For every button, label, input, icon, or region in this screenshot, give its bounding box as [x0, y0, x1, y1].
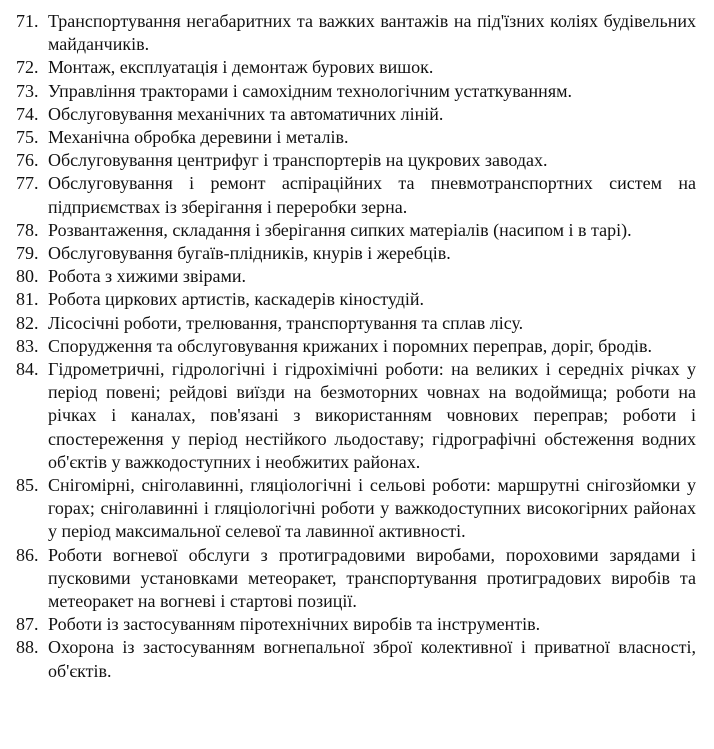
list-item-79 [16, 242, 696, 265]
item-number: 73. [16, 80, 39, 101]
item-number: 80. [16, 266, 39, 287]
list-item-73 [16, 80, 696, 103]
item-text: Охорона із застосуванням вогнепальної зброї колективної і приватної власності, об'єктів. [48, 637, 696, 681]
list-item-75 [16, 126, 696, 149]
item-text: Роботи із застосуванням піротехнічних виробів та інструментів. [48, 614, 541, 635]
item-text: Робота циркових артистів, каскадерів кіностудій. [48, 289, 425, 310]
list-item-84 [16, 358, 696, 474]
item-text: Спорудження та обслуговування крижаних і поромних переправ, доріг, бродів. [48, 335, 653, 356]
list-item-83 [16, 335, 696, 358]
item-number: 83. [16, 335, 39, 356]
list-item-80 [16, 265, 696, 288]
list-item-77 [16, 172, 696, 218]
item-text: Розвантаження, складання і зберігання сипких матеріалів (насипом і в тарі). [48, 219, 632, 240]
list-item-72 [16, 56, 696, 79]
item-text: Монтаж, експлуатація і демонтаж бурових вишок. [48, 57, 434, 78]
list-item-74 [16, 103, 696, 126]
item-number: 76. [16, 150, 39, 171]
item-number: 77. [16, 173, 39, 194]
item-number: 78. [16, 219, 39, 240]
item-number: 82. [16, 312, 39, 333]
item-text: Обслуговування механічних та автоматичних ліній. [48, 103, 444, 124]
item-number: 81. [16, 289, 39, 310]
list-item-71 [16, 10, 696, 56]
item-text: Механічна обробка деревини і металів. [48, 127, 349, 148]
item-number: 84. [16, 359, 39, 380]
item-text: Снігомірні, сніголавинні, гляціологічні і сельові роботи: маршрутні снігозйомки у горах; сніголавинні і гляціологічні роботи у важкодоступних високогірних районах у період максимальної селевої та лавинної активності. [48, 475, 696, 542]
list-item-76 [16, 149, 696, 172]
item-number: 71. [16, 11, 39, 31]
list-item-87 [16, 613, 696, 636]
list-item-86 [16, 544, 696, 614]
item-number: 87. [16, 614, 39, 635]
item-number: 85. [16, 475, 39, 496]
document-body [16, 10, 696, 683]
item-text: Гідрометричні, гідрологічні і гідрохімічні роботи: на великих і середніх річках у період повені; рейдові виїзди на безмоторних човнах на водоймища; роботи на річках і каналах, пов'язані з використанням човнових переправ; роботи і спостереження у період нестійкого льодоставу; гідрографічні обстеження водних об'єктів у важкодоступних і необжитих районах. [48, 359, 696, 472]
list-item-82 [16, 312, 696, 335]
list-item-85 [16, 474, 696, 544]
item-number: 74. [16, 103, 39, 124]
item-number: 72. [16, 57, 39, 78]
item-text: Обслуговування бугаїв-плідників, кнурів і жеребців. [48, 243, 451, 264]
item-text: Транспортування негабаритних та важких вантажів на під'їзних коліях будівельних майданчиків. [48, 11, 696, 55]
item-text: Лісосічні роботи, трелювання, транспортування та сплав лісу. [48, 312, 524, 333]
item-number: 79. [16, 243, 39, 264]
item-text: Роботи вогневої обслуги з протиградовими виробами, пороховими зарядами і пусковими установками метеоракет, транспортування протиградових виробів та метеоракет на вогневі і стартові позиції. [48, 544, 696, 612]
list-item-78 [16, 219, 696, 242]
item-number: 75. [16, 127, 39, 148]
item-text: Управління тракторами і самохідним технологічним устаткуванням. [48, 80, 572, 101]
item-text: Робота з хижими звірами. [48, 266, 247, 287]
list-item-88 [16, 636, 696, 682]
item-number: 86. [16, 544, 39, 565]
item-number: 88. [16, 637, 39, 658]
item-text: Обслуговування і ремонт аспіраційних та пневмотранспортних систем на підприємствах із зберігання і переробки зерна. [48, 173, 696, 217]
item-text: Обслуговування центрифуг і транспортерів на цукрових заводах. [48, 150, 548, 171]
list-item-81 [16, 288, 696, 311]
